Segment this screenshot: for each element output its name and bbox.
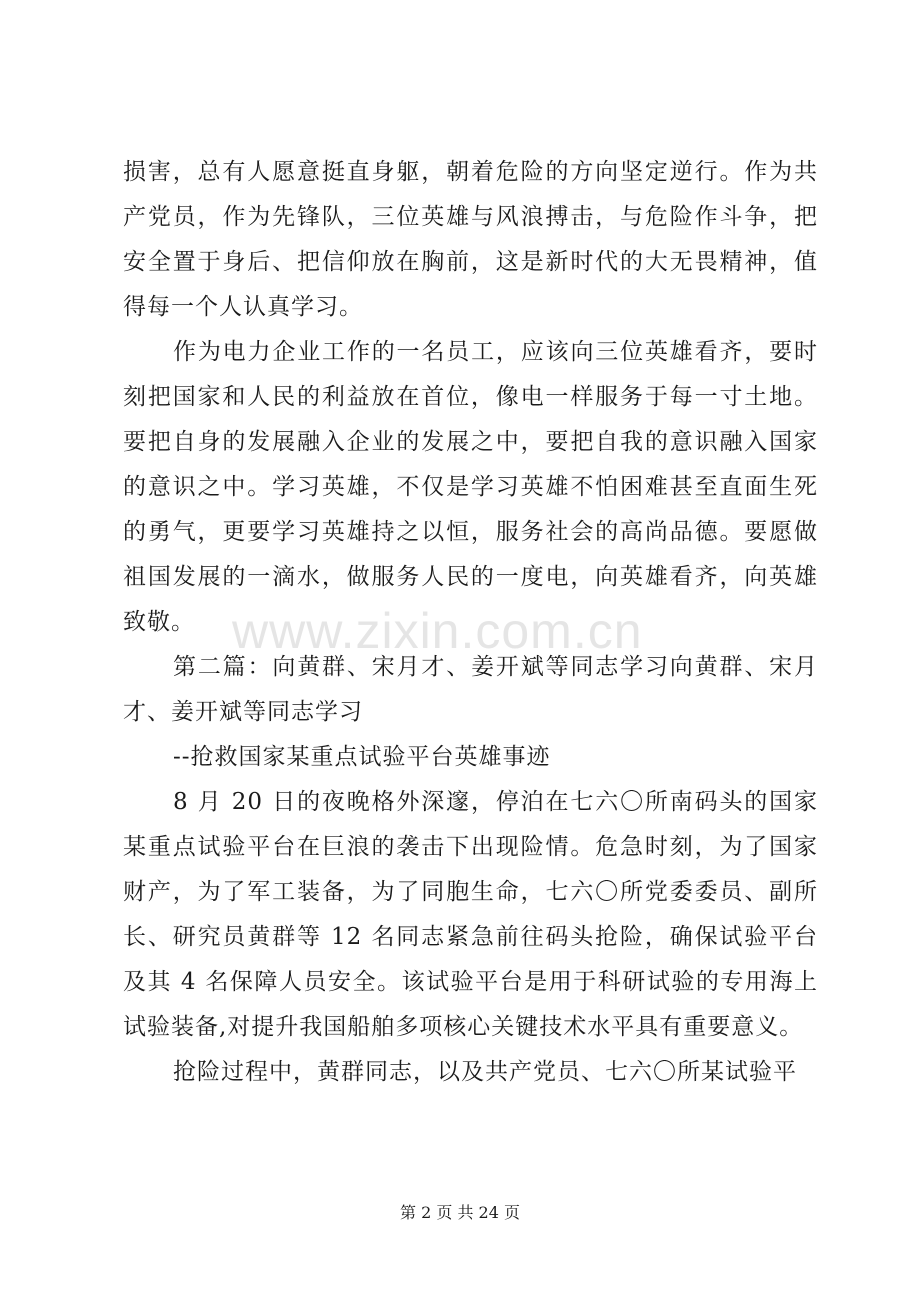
page-footer: 第 2 页 共 24 页	[400, 1203, 520, 1222]
watermark: www.zixin.com.cn	[232, 603, 643, 659]
paragraph-1: 损害，总有人愿意挺直身躯，朝着危险的方向坚定逆行。作为共产党员，作为先锋队，三位英雄与风浪搏击，与危险作斗争，把安全置于身后、把信仰放在胸前，这是新时代的大无畏精神，值得每一个人认真学习。	[123, 159, 818, 320]
section-subtitle: --抢救国家某重点试验平台英雄事迹	[173, 744, 551, 770]
paragraph-4: 抢险过程中，黄群同志，以及共产党员、七六〇所某试验平	[173, 1059, 797, 1085]
section-heading: 第二篇：向黄群、宋月才、姜开斌等同志学习向黄群、宋月才、姜开斌等同志学习	[123, 654, 818, 725]
paragraph-2: 作为电力企业工作的一名员工，应该向三位英雄看齐，要时刻把国家和人民的利益放在首位，像电一样服务于每一寸土地。要把自身的发展融入企业的发展之中，要把自我的意识融入国家的意识之中。学习英雄，不仅是学习英雄不怕困难甚至直面生死的勇气，更要学习英雄持之以恒，服务社会的高尚品德。要愿做祖国发展的一滴水，做服务人民的一度电，向英雄看齐，向英雄致敬。	[123, 339, 818, 635]
paragraph-3: 8 月 20 日的夜晚格外深邃，停泊在七六〇所南码头的国家某重点试验平台在巨浪的袭击下出现险情。危急时刻，为了国家财产，为了军工装备，为了同胞生命，七六〇所党委委员、副所长、研究员黄群等 12 名同志紧急前往码头抢险，确保试验平台及其 4 名保障人员安全。该试验平台是用于科研试验的专用海上试验装备,对提升我国船舶多项核心关键技术水平具有重要意义。	[123, 789, 818, 1040]
